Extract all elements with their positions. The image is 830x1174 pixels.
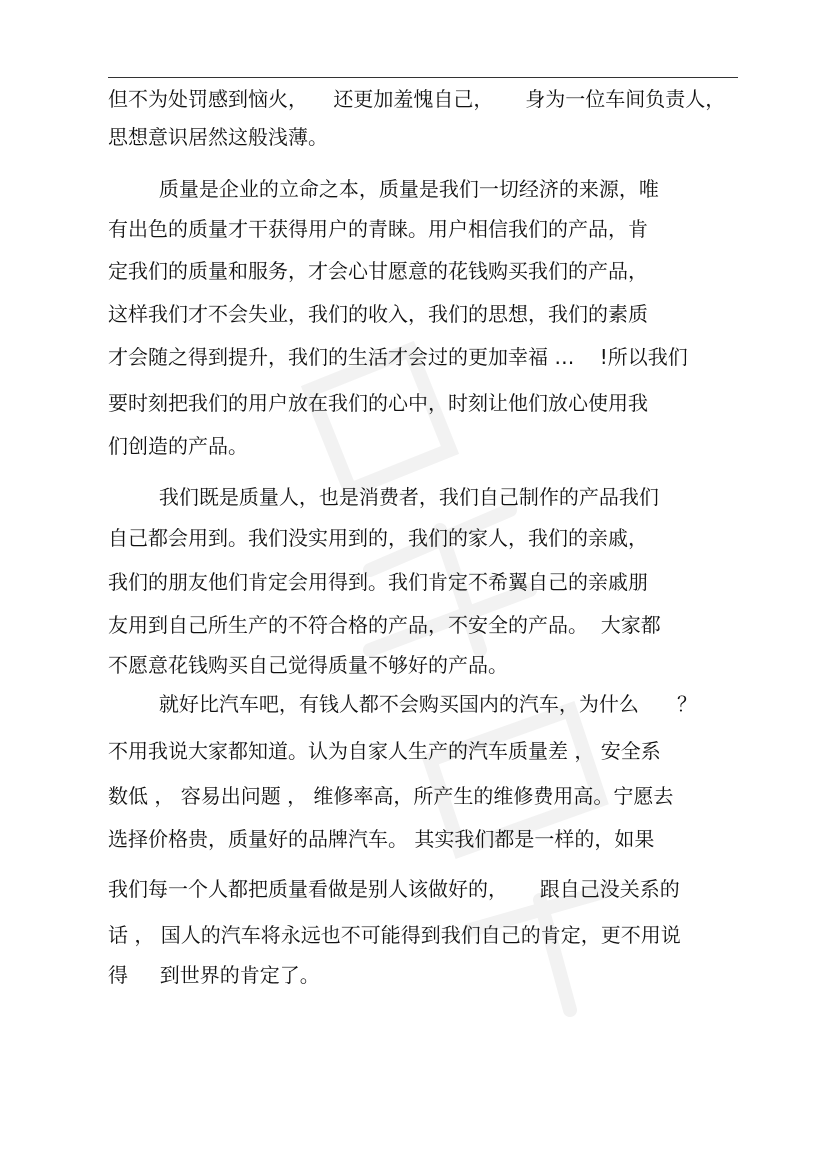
text-line-21: 得 到世界的肯定了。 <box>108 963 320 987</box>
text-line-5: 定我们的质量和服务，才会心甘愿意的花钱购买我们的产品， <box>108 259 648 283</box>
text-line-13: 友用到自己所生产的不符合格的产品，不安全的产品。 大家都 <box>108 613 661 637</box>
text-line-4: 有出色的质量才干获得用户的青睐。用户相信我们的产品，肯 <box>108 217 648 241</box>
text-line-11: 自己都会用到。我们没实用到的，我们的家人，我们的亲戚， <box>108 526 648 550</box>
text-line-1: 但不为处罚感到恼火， 还更加羞愧自己， 身为一位车间负责人， <box>108 87 726 111</box>
text-line-8: 要时刻把我们的用户放在我们的心中，时刻让他们放心使用我 <box>108 391 648 415</box>
text-line-20: 话 ， 国人的汽车将永远也不可能得到我们自己的肯定，更不用说 <box>108 923 681 947</box>
text-line-15: 就好比汽车吧，有钱人都不会购买国内的汽车，为什么 ？ <box>108 692 698 716</box>
text-line-3: 质量是企业的立命之本，质量是我们一切经济的来源，唯 <box>108 177 659 201</box>
text-line-14: 不愿意花钱购买自己觉得质量不够好的产品。 <box>108 653 508 677</box>
text-line-9: 们创造的产品。 <box>108 434 248 458</box>
text-line-16: 不用我说大家都知道。认为自家人生产的汽车质量差 ， 安全系 <box>108 739 661 763</box>
text-line-2: 思想意识居然这般浅薄。 <box>108 125 328 149</box>
text-line-12: 我们的朋友他们肯定会用得到。我们肯定不希翼自己的亲戚朋 <box>108 570 648 594</box>
text-line-17: 数低 ， 容易出问题 ， 维修率高，所产生的维修费用高。宁愿去 <box>108 784 674 808</box>
text-line-18: 选择价格贵，质量好的品牌汽车。 其实我们都是一样的，如果 <box>108 827 655 851</box>
header-rule <box>108 77 738 78</box>
text-line-6: 这样我们才不会失业，我们的收入，我们的思想，我们的素质 <box>108 302 648 326</box>
text-line-19: 我们每一个人都把质量看做是别人该做好的， 跟自己没关系的 <box>108 877 680 901</box>
text-line-7: 才会随之得到提升，我们的生活才会过的更加幸福 … !所以我们 <box>108 345 688 369</box>
text-line-10: 我们既是质量人，也是消费者，我们自己制作的产品我们 <box>108 485 659 509</box>
